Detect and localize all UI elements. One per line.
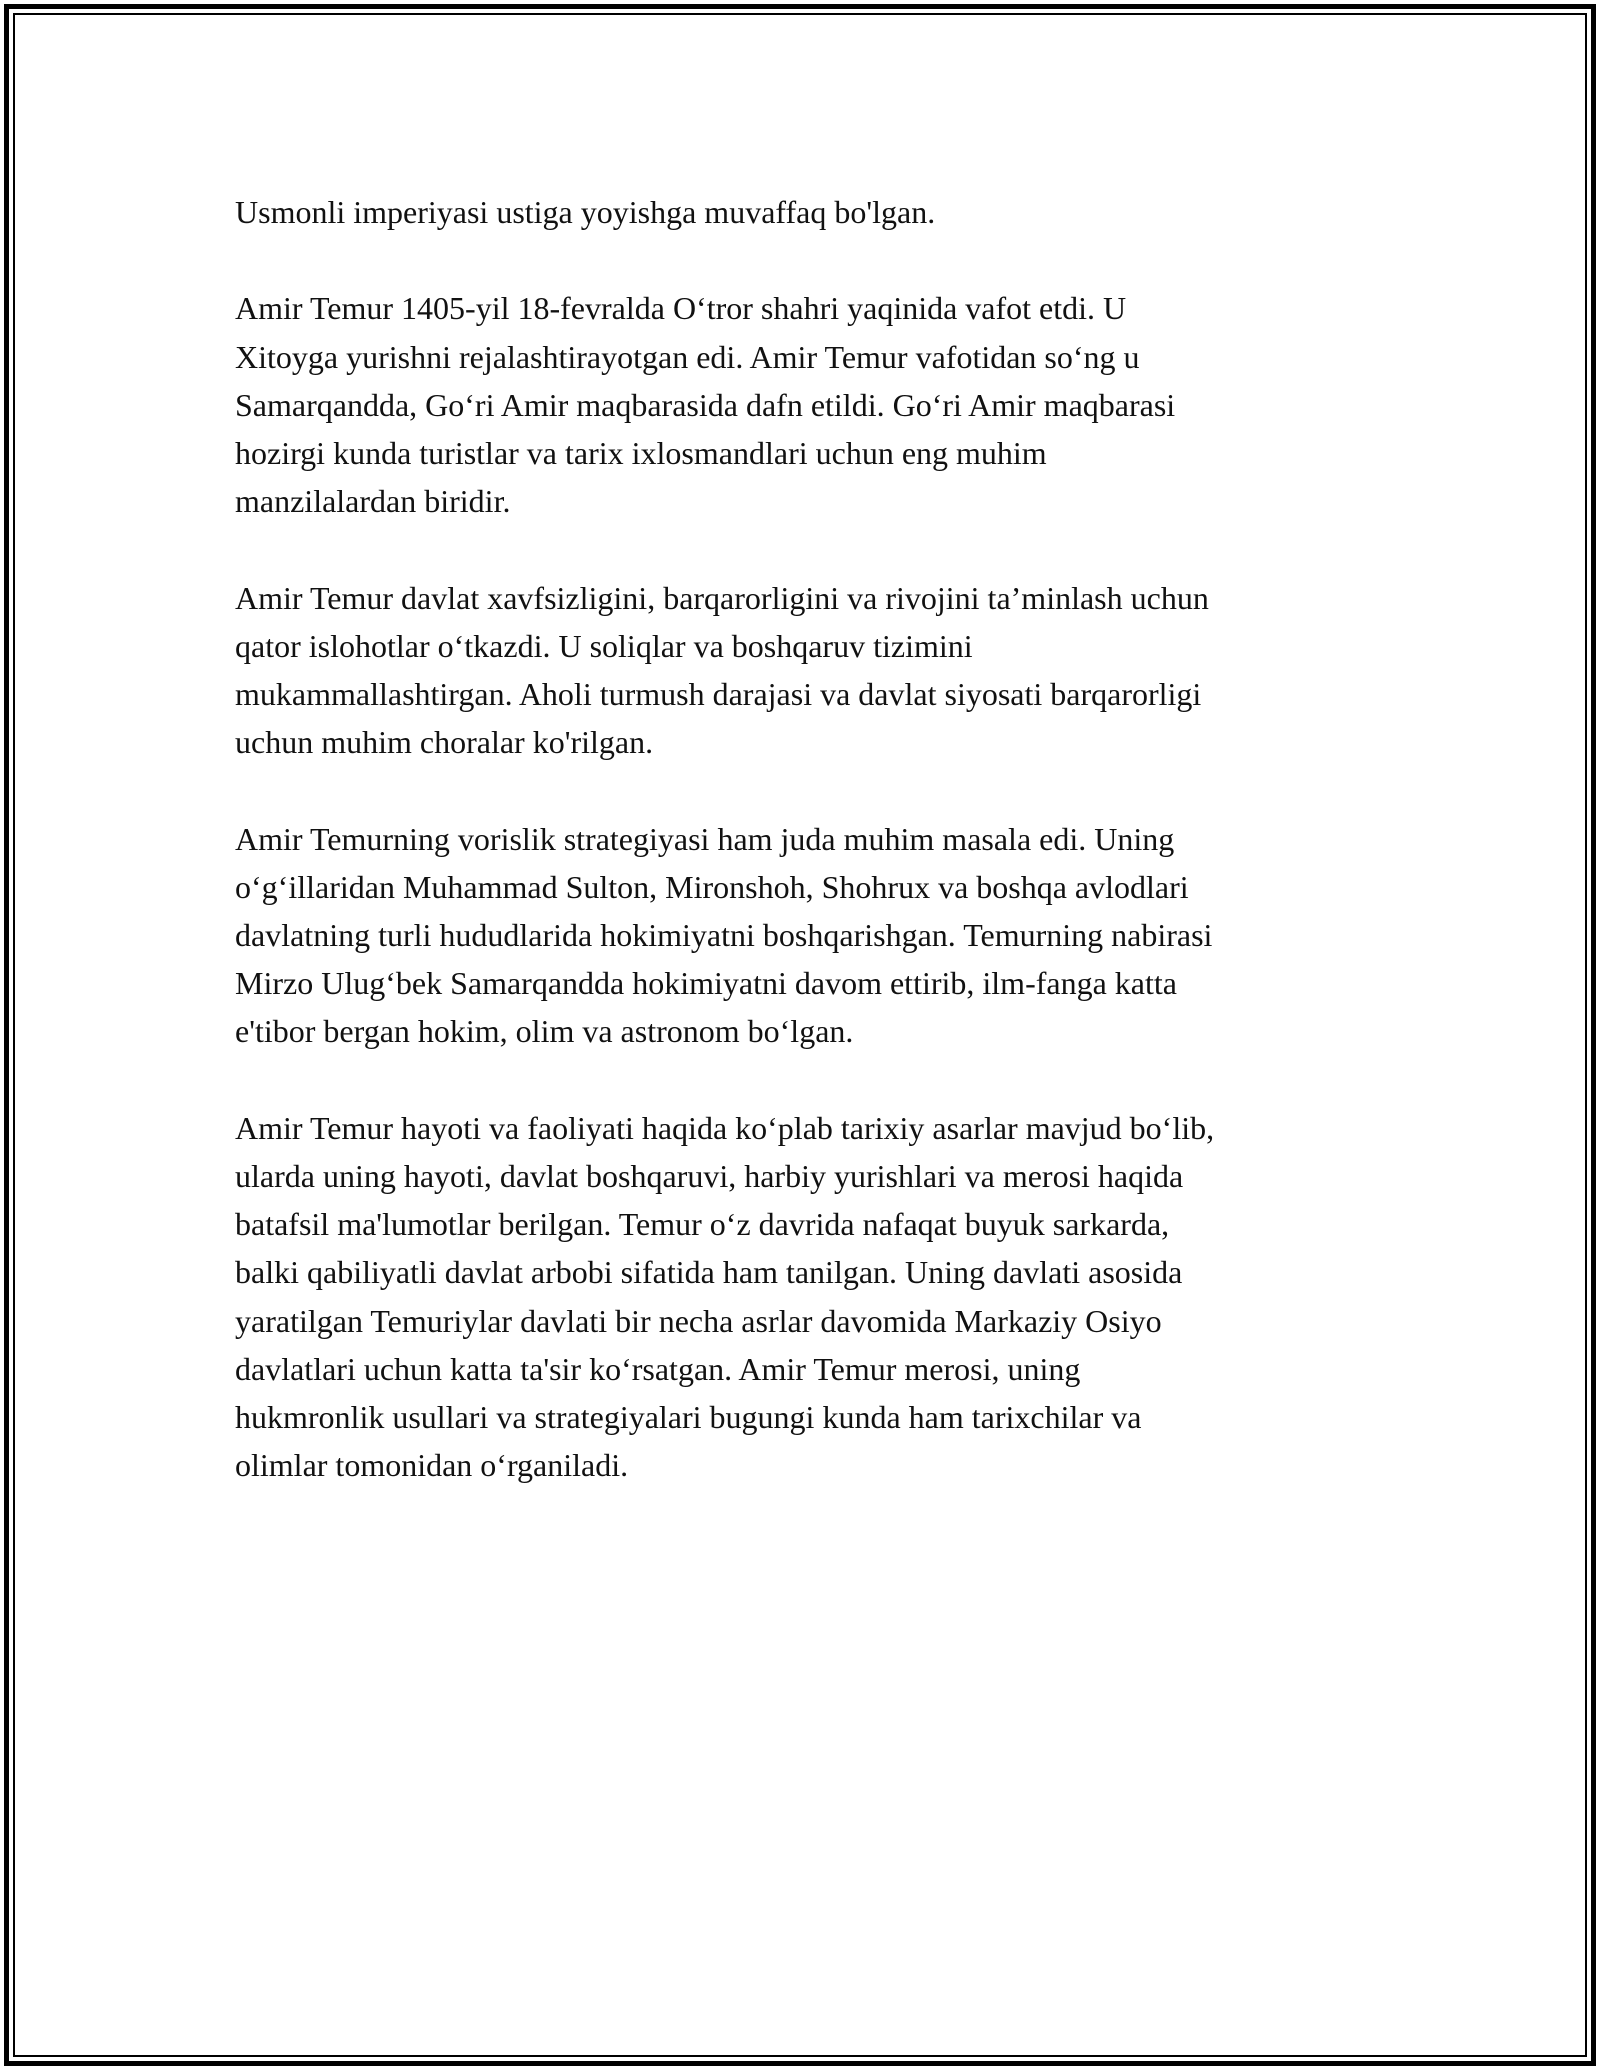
paragraph-legacy: Amir Temur hayoti va faoliyati haqida ko‘plab tarixiy asarlar mavjud bo‘lib, ularda uning hayoti, davlat boshqaruvi, harbiy yurishlari va merosi haqida batafsil ma'lumotlar berilgan. Temur o‘z davrida nafaqat buyuk sarkarda, balki qabiliyatli davlat arbobi sifatida ham tanilgan. Uning davlati asosida yaratilgan Temuriylar davlati bir necha asrlar davomida Markaziy Osiyo davlatlari uchun katta ta'sir ko‘rsatgan. Amir Temur merosi, uning hukmronlik usullari va strategiyalari bugungi kunda ham tarixchilar va olimlar tomonidan o‘rganiladi. bbox=[235, 1109, 1215, 1484]
paragraph-ottoman-continuation: Usmonli imperiyasi ustiga yoyishga muvaffaq bo'lgan. bbox=[235, 194, 936, 230]
paragraph-reforms: Amir Temur davlat xavfsizligini, barqarorligini va rivojini ta’minlash uchun qator islohotlar o‘tkazdi. U soliqlar va boshqaruv tizimini mukammallashtirgan. Aholi turmush darajasi va davlat siyosati barqarorligi uchun muhim choralar ko'rilgan. bbox=[235, 579, 1209, 761]
paragraph-death-and-burial: Amir Temur 1405-yil 18-fevralda O‘tror shahri yaqinida vafot etdi. U Xitoyga yurishni rejalashtirayotgan edi. Amir Temur vafotidan so‘ng u Samarqandda, Go‘ri Amir maqbarasida dafn etildi. Go‘ri Amir maqbarasi hozirgi kunda turistlar va tarix ixlosmandlari uchun eng muhim manzilalardan biridir. bbox=[235, 290, 1176, 520]
document-body bbox=[235, 188, 1365, 1538]
paragraph-succession: Amir Temurning vorislik strategiyasi ham juda muhim masala edi. Uning o‘g‘illaridan Muhammad Sulton, Mironshoh, Shohrux va boshqa avlodlari davlatning turli hududlarida hokimiyatni boshqarishgan. Temurning nabirasi Mirzo Ulug‘bek Samarqandda hokimiyatni davom ettirib, ilm-fanga katta e'tibor bergan hokim, olim va astronom bo‘lgan. bbox=[235, 820, 1213, 1050]
